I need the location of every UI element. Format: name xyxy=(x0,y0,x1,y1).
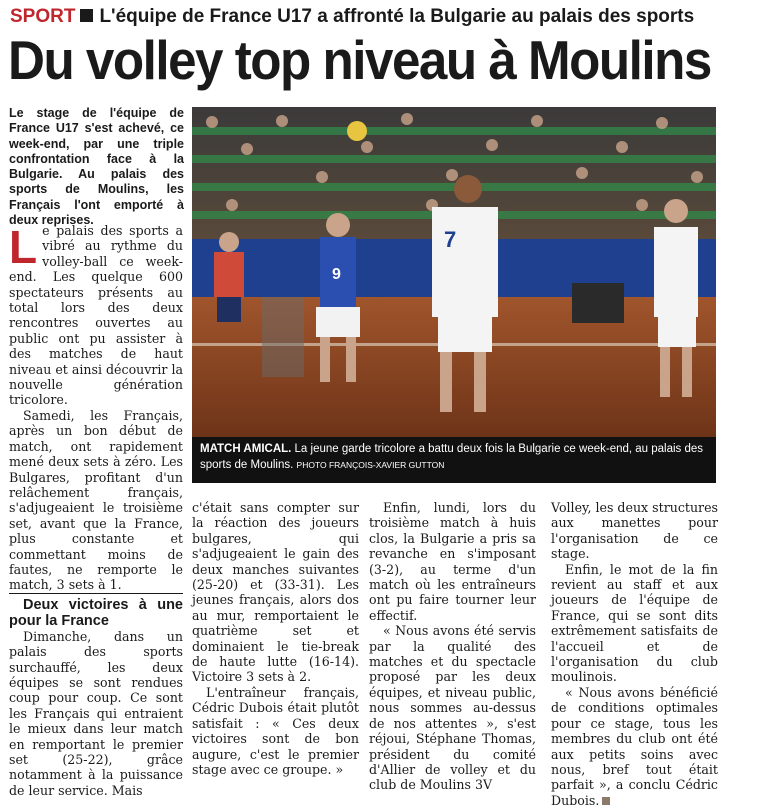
paragraph-3: Dimanche, dans un palais des sports surchauffé, les deux équipes se sont rendues coup pour coup. Ce sont les Français qui entraient le mieux dans leur match en remportant le premier set (25-22), grâce notamment à la puissance de leur service. Mais xyxy=(9,628,183,798)
photo-credit: PHOTO FRANÇOIS-XAVIER GUTTON xyxy=(296,460,445,470)
photo-caption xyxy=(192,437,716,483)
rubric-label: SPORT xyxy=(10,6,76,27)
paragraph-8: « Nous avons bénéficié de conditions optimales pour ce stage, tous les membres du club ont été aux petits soins avec nous, bref tout était parfait », a conclu Cédric Dubois. xyxy=(551,684,718,808)
paragraph-6-continued: Volley, les deux structures aux manettes pour l'organisation de ce stage. xyxy=(551,500,718,562)
article-column-2 xyxy=(192,500,359,777)
article-column-4 xyxy=(551,500,718,808)
kicker-subtitle: L'équipe de France U17 a affronté la Bulgarie au palais des sports xyxy=(99,6,695,27)
caption-text: La jeune garde tricolore a battu deux fois la Bulgarie ce week-end, au palais des sports de Moulins. xyxy=(200,443,704,471)
jersey-number-9: 9 xyxy=(332,266,341,283)
intertitle: Deux victoires à une pour la France xyxy=(9,593,183,629)
paragraph-6: « Nous avons été servis par la qualité des matches et du spectacle proposé par les deux équipes, et niveau public, nous sommes au-dessus de nos attentes », s'est réjoui, Stéphane Thomas, président du comité d'Allier de volley et du club de Moulins 3V xyxy=(369,623,536,793)
paragraph-4: L'entraîneur français, Cédric Dubois était plutôt satisfait : « Ces deux victoires sont de bon augure, c'est le premier stage avec ce groupe. » xyxy=(192,684,359,777)
kicker xyxy=(10,4,760,30)
paragraph-2: Samedi, les Français, après un bon début de match, ont rapidement mené deux sets à zéro. Les Bulgares, profitant d'un relâchement français, s'adjugeaient le troisième set, avant que la France, plus constante et commettant moins de fautes, ne remporte le match, 3 sets à 1. xyxy=(9,407,183,593)
dropcap: L xyxy=(9,221,38,273)
caption-label: MATCH AMICAL. xyxy=(200,443,292,455)
end-of-article-icon xyxy=(602,797,610,805)
article-photo xyxy=(192,107,716,437)
jersey-number-7: 7 xyxy=(444,227,457,252)
paragraph-7: Enfin, le mot de la fin revient au staff et aux joueurs de l'équipe de France, qui se sont dits extrêmement satisfaits de l'accueil et de l'organisation du club moulinois. xyxy=(551,561,718,685)
square-bullet-icon xyxy=(80,9,93,22)
lead-paragraph: Le stage de l'équipe de France U17 s'est achevé, ce week-end, par une triple confrontation face à la Bulgarie. Au palais des sports de Moulins, les Français l'ont emporté à deux reprises. xyxy=(9,106,184,228)
paragraph-5: Enfin, lundi, lors du troisième match à huis clos, la Bulgarie a pris sa revanche en s'imposant (3-2), au terme d'un match où les entraîneurs ont pu faire tourner leur effectif. xyxy=(369,500,536,623)
article-column-3 xyxy=(369,500,536,793)
paragraph-3-continued: c'était sans compter sur la réaction des joueurs bulgares, qui s'adjugeaient le gain des deux manches suivantes (25-20) et (33-31). Les jeunes français, alors dos au mur, remportaient le quatrième set et dominaient le tie-break de haute lutte (16-14). Victoire 3 sets à 2. xyxy=(192,500,359,685)
paragraph-1: Le palais des sports a vibré au rythme du volley-ball ce week-end. Les quelque 600 spectateurs présents au total lors des deux rencontres ouvertes au public ont pu assister à des matches de haut niveau et ainsi découvrir la nouvelle génération tricolore. xyxy=(9,221,183,408)
headline: Du volley top niveau à Moulins xyxy=(8,29,711,91)
article-column-1 xyxy=(9,223,183,798)
